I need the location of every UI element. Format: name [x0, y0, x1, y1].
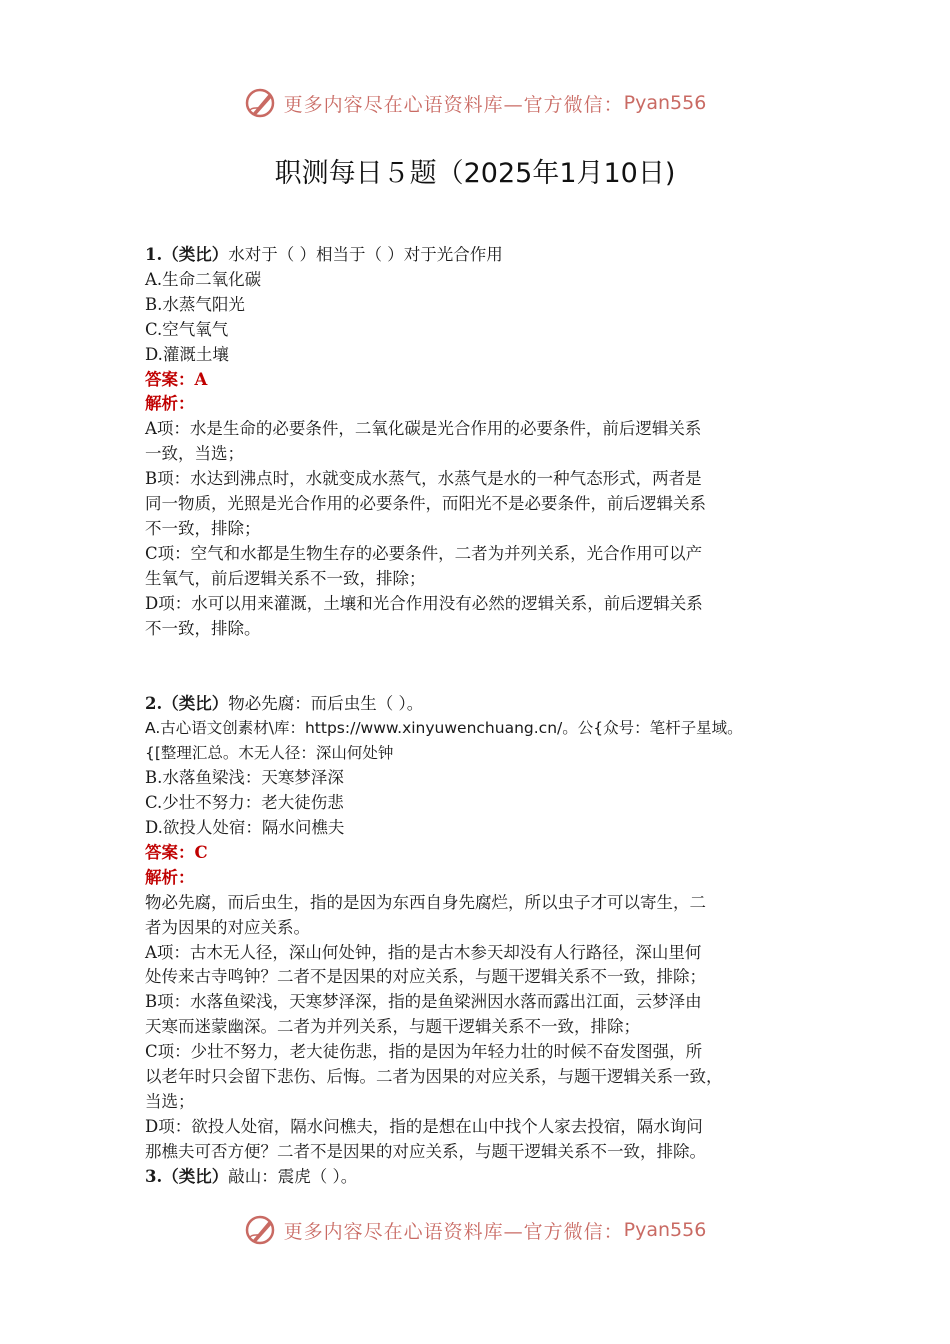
footer-banner [0, 1210, 950, 1250]
question-number: 1. [145, 245, 163, 264]
analysis-line: A项：古木无人径，深山何处钟，指的是古木参天却没有人行路径，深山里何 [145, 942, 702, 962]
answer-line [145, 841, 825, 866]
analysis-label: 解析： [145, 867, 195, 887]
question-type: （类比） [162, 245, 229, 264]
question-number: 2. [145, 693, 163, 713]
page-title: 职测每日５题（2025年1月10日) [274, 158, 676, 189]
question-1 [145, 243, 825, 642]
question-text: 水对于（ ）相当于（ ）对于光合作用 [228, 245, 503, 264]
option-b: B.水落鱼梁浅：天寒梦泽深 [145, 768, 344, 788]
analysis-line: 处传来古寺鸣钟？二者不是因果的对应关系，与题干逻辑关系不一致，排除； [145, 967, 706, 987]
analysis-line: 那樵夫可否方便？二者不是因果的对应关系，与题干逻辑关系不一致，排除。 [145, 1141, 706, 1161]
analysis-line: 天寒而迷蒙幽深。二者为并列关系，与题干逻辑关系不一致，排除； [145, 1017, 640, 1037]
analysis-line: C项：少壮不努力，老大徒伤悲，指的是因为年轻力壮的时候不奋发图强，所 [145, 1042, 703, 1062]
analysis-line: C项：空气和水都是生物生存的必要条件，二者为并列关系，光合作用可以产 [145, 543, 703, 563]
analysis-line: 不一致，排除。 [145, 618, 261, 638]
question-3 [145, 1165, 825, 1190]
banner-text: 更多内容尽在心语资料库—官方微信： [283, 93, 624, 116]
question-2 [145, 692, 825, 1165]
question-type: （类比） [162, 1166, 229, 1186]
question-stem [145, 692, 825, 717]
analysis-line: 同一物质，光照是光合作用的必要条件，而阳光不是必要条件，前后逻辑关系 [145, 494, 706, 514]
question-stem [145, 243, 825, 268]
banner-brand: Pyan556 [623, 1219, 707, 1241]
option-a: A.生命二氧化碳 [145, 269, 262, 289]
analysis-line: B项：水达到沸点时，水就变成水蒸气，水蒸气是水的一种气态形式，两者是 [145, 469, 702, 489]
question-list [145, 243, 825, 1190]
option-d: D.灌溉土壤 [145, 344, 229, 364]
analysis-line: 者为因果的对应关系。 [145, 917, 310, 937]
analysis-line: 当选； [145, 1092, 195, 1111]
analysis-line: A项：水是生命的必要条件，二氧化碳是光合作用的必要条件，前后逻辑关系 [145, 419, 702, 439]
pen-logo-icon [244, 86, 278, 120]
banner-text: 更多内容尽在心语资料库—官方微信： [283, 1220, 624, 1243]
answer-label: 答案： [145, 369, 195, 389]
pen-logo-icon [244, 1213, 278, 1247]
question-number: 3. [145, 1166, 163, 1186]
option-c: C.少壮不努力：老大徒伤悲 [145, 793, 344, 813]
analysis-line: 不一致，排除； [145, 518, 261, 538]
answer-label: 答案： [145, 842, 195, 862]
analysis-line: 以老年时只会留下悲伤、后悔。二者为因果的对应关系，与题干逻辑关系一致， [145, 1067, 723, 1087]
analysis-line: 一致，当选； [145, 444, 244, 464]
analysis-line: B项：水落鱼梁浅，天寒梦泽深，指的是鱼梁洲因水落而露出江面，云梦泽由 [145, 992, 702, 1012]
analysis-line: D项：欲投人处宿，隔水问樵夫，指的是想在山中找个人家去投宿，隔水询问 [145, 1116, 703, 1136]
option-b: B.水蒸气阳光 [145, 294, 245, 314]
analysis-label: 解析： [145, 394, 195, 414]
option-a-line-2: {[整理汇总。木无人径：深山何处钟 [145, 744, 394, 763]
option-d: D.欲投人处宿：隔水问樵夫 [145, 818, 345, 838]
analysis-line: 物必先腐，而后虫生，指的是因为东西自身先腐烂，所以虫子才可以寄生，二 [145, 892, 706, 912]
question-text: 敲山：震虎（ ）。 [228, 1166, 358, 1186]
answer-value: A [194, 369, 208, 389]
question-type: （类比） [162, 693, 229, 713]
analysis-line: 生氧气，前后逻辑关系不一致，排除； [145, 568, 426, 588]
question-text: 物必先腐：而后虫生（ ）。 [228, 693, 424, 713]
option-a-line-1: A.古心语文创素材\库：https://www.xinyuwenchuang.cn/。公{众号：笔杆子星域。 [145, 719, 743, 738]
banner-brand: Pyan556 [623, 92, 707, 114]
header-banner [0, 83, 950, 123]
analysis-line: D项：水可以用来灌溉，土壤和光合作用没有必然的逻辑关系，前后逻辑关系 [145, 593, 703, 613]
answer-line [145, 368, 825, 393]
answer-value: C [194, 842, 208, 862]
question-stem [145, 1165, 825, 1190]
option-c: C.空气氧气 [145, 319, 229, 339]
